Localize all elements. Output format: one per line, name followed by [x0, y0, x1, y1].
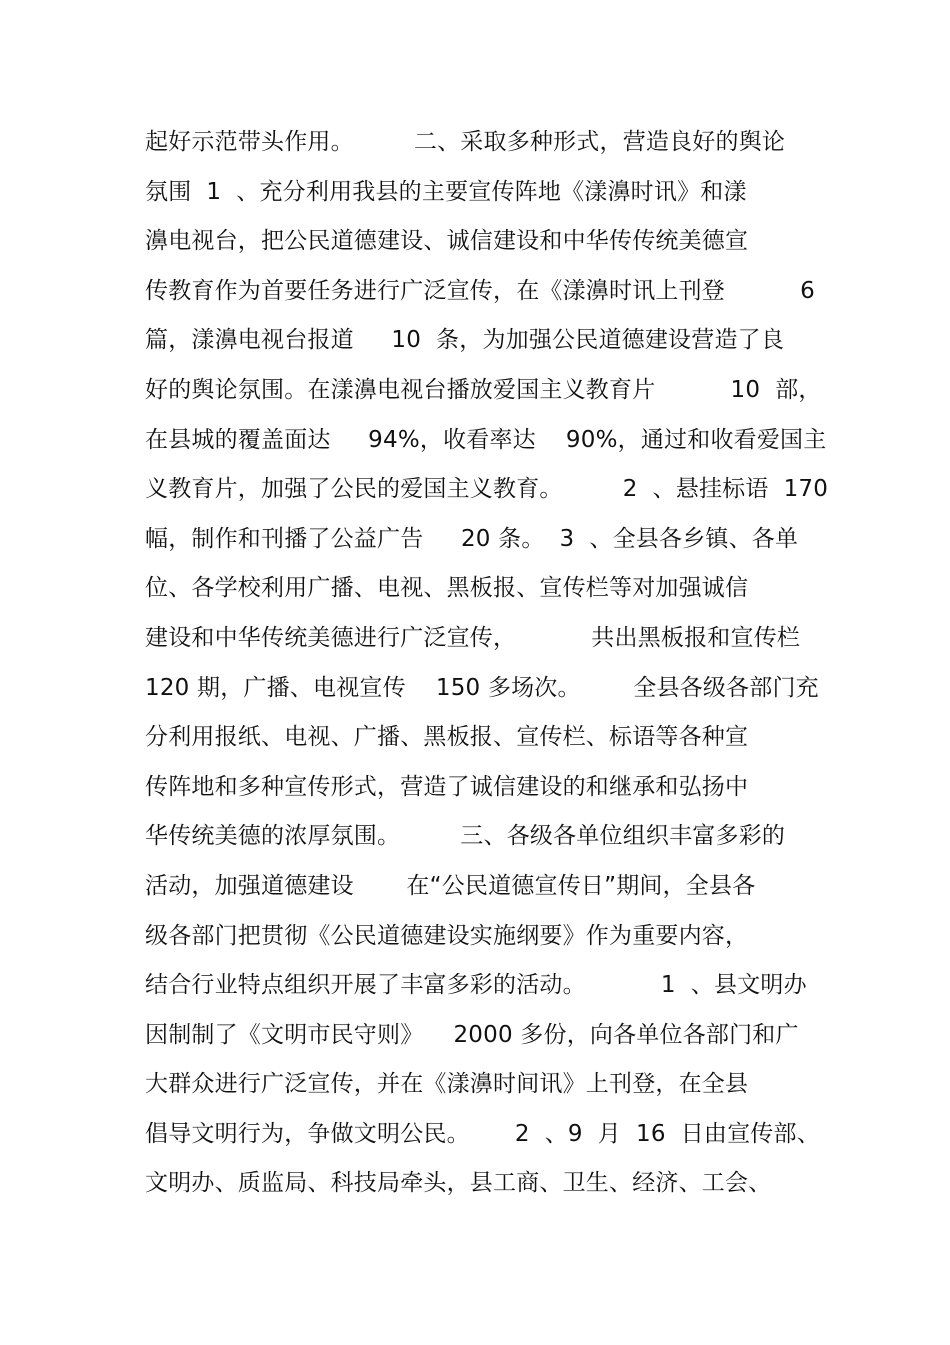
text-line: 起好示范带头作用。 二、采取多种形式，营造良好的舆论	[145, 129, 786, 155]
text-line: 文明办、质监局、科技局牵头，县工商、卫生、经济、工会、	[145, 1170, 772, 1197]
body-text	[145, 120, 829, 1211]
text-line: 华传统美德的浓厚氛围。 三、各级各单位组织丰富多彩的	[145, 823, 786, 850]
text-line: 位、各学校利用广播、电视、黑板报、宣传栏等对加强诚信	[145, 575, 749, 602]
text-line: 结合行业特点组织开展了丰富多彩的活动。 1 、县文明办	[145, 972, 807, 999]
text-line: 因制制了《文明市民守则》 2000 多份，向各单位各部门和广	[145, 1021, 799, 1048]
text-line: 大群众进行广泛宣传，并在《漾濞时间讯》上刊登，在全县	[145, 1071, 749, 1098]
text-line: 120 期，广播、电视宣传 150 多场次。 全县各级各部门充	[145, 674, 819, 701]
text-line: 级各部门把贯彻《公民道德建设实施纲要》作为重要内容，	[145, 922, 749, 949]
text-line: 传阵地和多种宣传形式，营造了诚信建设的和继承和弘扬中	[145, 773, 749, 800]
text-line: 幅，制作和刊播了公益广告 20 条。 3 、全县各乡镇、各单	[145, 525, 799, 552]
text-line: 濞电视台，把公民道德建设、诚信建设和中华传传统美德宣	[145, 228, 749, 255]
text-line: 分利用报纸、电视、广播、黑板报、宣传栏、标语等各种宣	[145, 724, 749, 751]
text-line: 好的舆论氛围。在漾濞电视台播放爱国主义教育片 10 部，	[145, 376, 822, 403]
text-line: 建设和中华传统美德进行广泛宣传， 共出黑板报和宣传栏	[145, 624, 801, 651]
text-line: 篇，漾濞电视台报道 10 条，为加强公民道德建设营造了良	[145, 327, 785, 354]
text-line: 氛围 1 、充分利用我县的主要宣传阵地《漾濞时讯》和漾	[145, 178, 747, 205]
text-line: 倡导文明行为，争做文明公民。 2 、9 月 16 日由宣传部、	[145, 1120, 820, 1147]
text-line: 活动，加强道德建设 在“公民道德宣传日”期间，全县各	[145, 872, 756, 899]
text-line: 在县城的覆盖面达 94%，收看率达 90%，通过和收看爱国主	[145, 426, 827, 453]
text-line: 传教育作为首要任务进行广泛宣传，在《漾濞时讯上刊登 6	[145, 277, 815, 304]
text-line: 义教育片，加强了公民的爱国主义教育。 2 、悬挂标语 170	[145, 476, 829, 503]
